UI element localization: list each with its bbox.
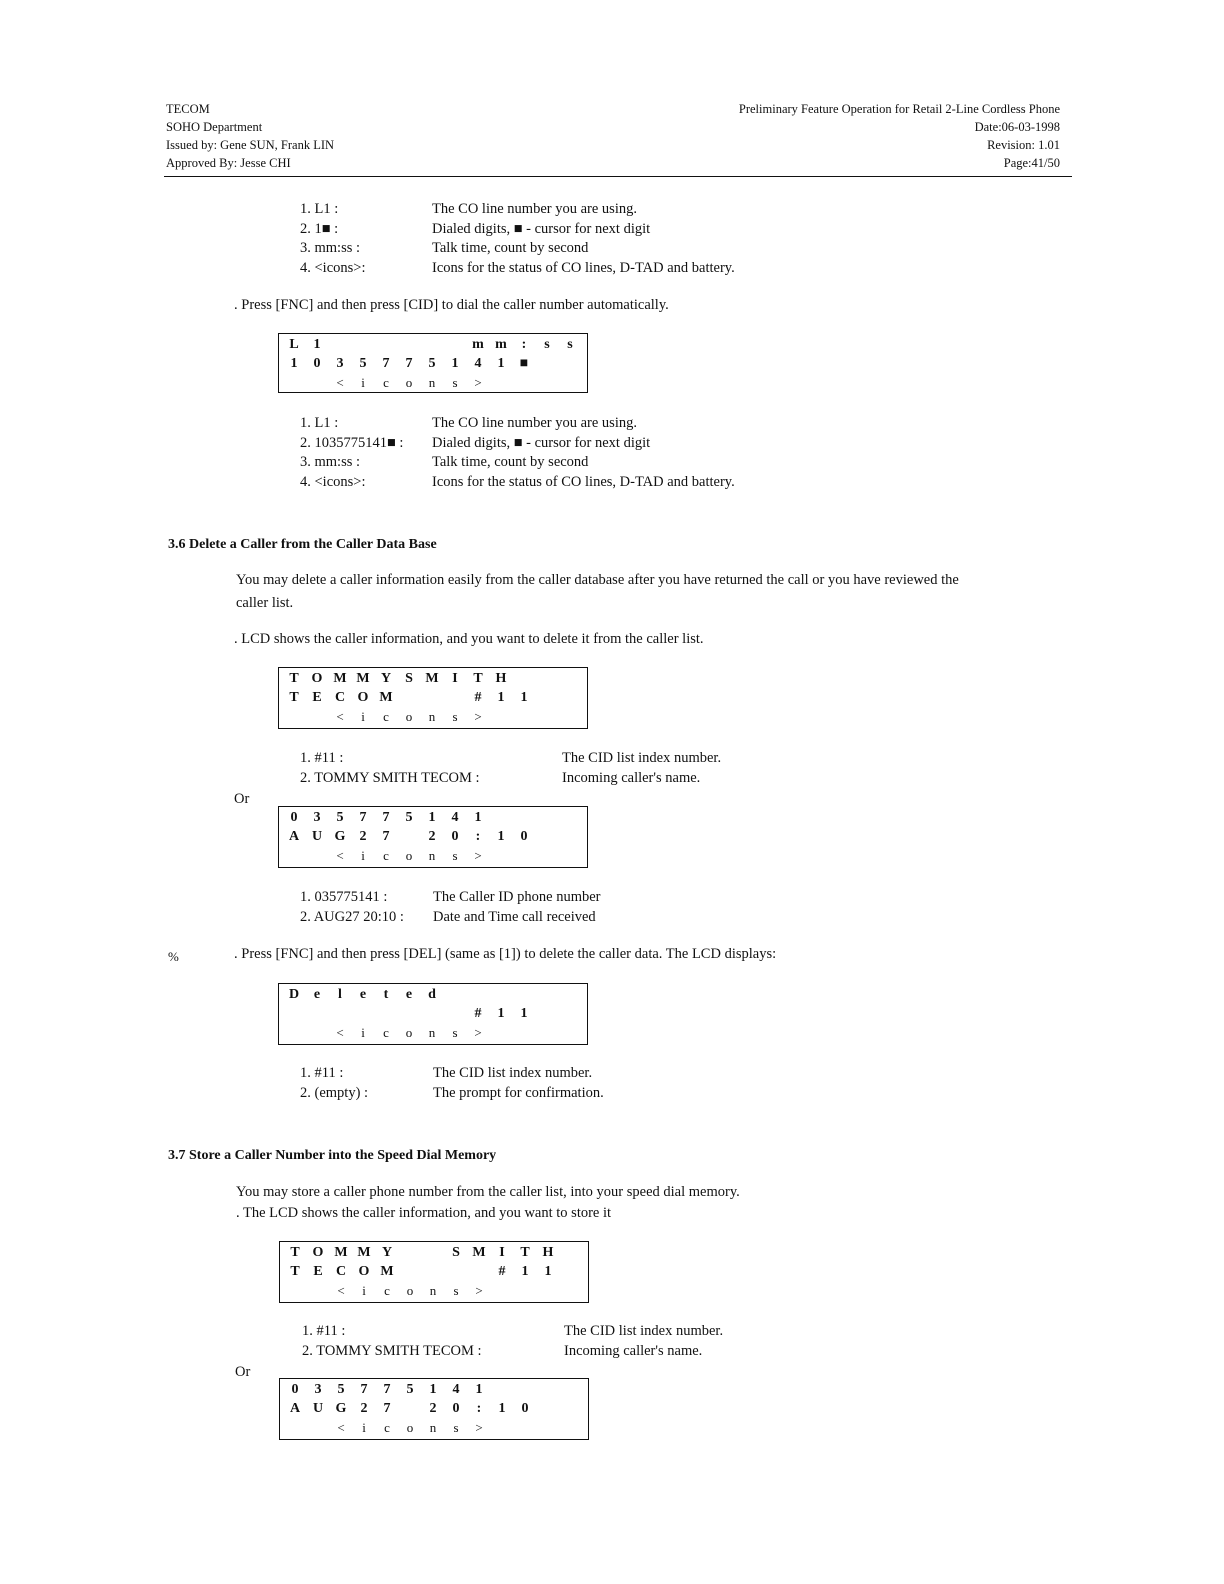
lcd-char: 1: [475, 1382, 483, 1397]
lcd-char: T: [289, 690, 299, 705]
lcd-char: #: [474, 1006, 482, 1021]
lcd-char: M: [472, 1245, 486, 1260]
definition-row: [300, 414, 735, 434]
approved-by: Approved By: Jesse CHI: [166, 156, 291, 170]
lcd-char: 4: [474, 356, 482, 371]
lcd-char: 1: [474, 810, 482, 825]
definition-list-5: [300, 1064, 604, 1103]
section-3-7-heading: 3.7 Store a Caller Number into the Speed Dial Memory: [168, 1148, 497, 1163]
lcd-char: 2: [359, 829, 367, 844]
definition-row: [300, 473, 735, 493]
lcd-char: 1: [290, 356, 298, 371]
lcd-char: M: [333, 671, 347, 686]
definition-term: 1. #11 :: [300, 750, 344, 766]
definition-row: [300, 220, 735, 240]
definition-list-3: [300, 749, 721, 788]
lcd-char: 1: [520, 1006, 528, 1021]
definition-term: 2. 1035775141■ :: [300, 434, 404, 451]
step-dial-caller: . Press [FNC] and then press [CID] to dial the caller number automatically.: [234, 297, 669, 313]
lcd-char: 0: [313, 356, 321, 371]
definition-desc: Icons for the status of CO lines, D-TAD and battery.: [432, 259, 735, 276]
definition-row: [300, 888, 601, 908]
definition-term: 1. L1 :: [300, 201, 339, 217]
lcd-char: 0: [290, 810, 298, 825]
lcd-char: 1: [497, 356, 505, 371]
lcd-char: s: [452, 848, 458, 863]
lcd-display-dialing: [278, 333, 588, 393]
lcd-char: e: [405, 987, 413, 1002]
lcd-char: 3: [313, 810, 321, 825]
lcd-char: 1: [521, 1264, 529, 1279]
document-revision: Revision: 1.01: [987, 138, 1060, 152]
lcd-char: Y: [381, 1245, 393, 1260]
lcd-char: #: [474, 690, 482, 705]
lcd-char: 7: [360, 1382, 368, 1397]
lcd-char: T: [473, 671, 483, 686]
lcd-char: 5: [359, 356, 367, 371]
definition-term: 2. (empty) :: [300, 1084, 369, 1101]
lcd-char: 2: [428, 829, 436, 844]
definition-row: [302, 1342, 723, 1362]
lcd-char: >: [474, 848, 482, 863]
lcd-char: M: [380, 1264, 394, 1279]
section-3-6-heading: 3.6 Delete a Caller from the Caller Data Base: [168, 537, 437, 552]
lcd-char: 7: [382, 829, 390, 844]
department: SOHO Department: [166, 120, 263, 134]
lcd-char: 7: [383, 1401, 391, 1416]
lcd-char: m: [495, 337, 507, 352]
definition-row: [300, 749, 721, 769]
lcd-char: s: [452, 1025, 458, 1040]
lcd-char: c: [383, 375, 389, 390]
lcd-char: 7: [383, 1382, 391, 1397]
company-name: TECOM: [166, 102, 210, 116]
lcd-char: O: [358, 1264, 370, 1279]
section-3-6-step2: . Press [FNC] and then press [DEL] (same as [1]) to delete the caller data. The LCD displays:: [234, 946, 777, 962]
definition-row: [300, 453, 735, 473]
lcd-char: t: [383, 987, 389, 1002]
lcd-char: i: [362, 1283, 366, 1298]
lcd-char: <: [337, 1420, 345, 1435]
definition-desc: The CID list index number.: [433, 1065, 593, 1081]
document-header-left: [166, 100, 334, 172]
lcd-char: >: [475, 1420, 483, 1435]
lcd-char: 5: [406, 1382, 414, 1397]
lcd-display-caller-number: [278, 806, 588, 868]
lcd-char: E: [312, 690, 322, 705]
definition-row: [300, 239, 735, 259]
lcd-char: <: [336, 709, 344, 724]
lcd-char: #: [498, 1264, 506, 1279]
lcd-char: C: [335, 1264, 347, 1279]
definition-list-1: [300, 200, 735, 278]
lcd-char: ■: [519, 356, 529, 371]
definition-desc: The CID list index number.: [562, 750, 722, 766]
lcd-char: 0: [451, 829, 459, 844]
lcd-char: M: [379, 690, 393, 705]
lcd-char: 5: [405, 810, 413, 825]
definition-desc: The CID list index number.: [564, 1323, 724, 1339]
lcd-char: 1: [497, 829, 505, 844]
definition-desc: Talk time, count by second: [432, 240, 589, 256]
definition-desc: Dialed digits, ■ - cursor for next digit: [432, 220, 651, 237]
lcd-char: O: [312, 1245, 324, 1260]
definition-term: 3. mm:ss :: [300, 454, 361, 470]
lcd-char: >: [474, 375, 482, 390]
lcd-char: n: [428, 709, 436, 724]
lcd-char: c: [384, 1420, 390, 1435]
lcd-display-caller-name: [278, 667, 588, 729]
lcd-char: Y: [380, 671, 392, 686]
definition-row: [300, 434, 735, 454]
lcd-char: n: [429, 1283, 437, 1298]
document-title: Preliminary Feature Operation for Retail 2-Line Cordless Phone: [738, 102, 1060, 116]
lcd-char: n: [429, 1420, 437, 1435]
lcd-char: 4: [451, 810, 459, 825]
lcd-char: M: [425, 671, 439, 686]
lcd-char: G: [335, 1401, 347, 1416]
lcd-char: :: [521, 337, 527, 352]
lcd-display-caller-name-2: [279, 1241, 589, 1303]
lcd-char: <: [336, 375, 344, 390]
lcd-char: 1: [428, 810, 436, 825]
section-3-6-intro: You may delete a caller information easily from the caller database after you have returned the call or you have reviewed the: [236, 572, 959, 588]
definition-desc: The Caller ID phone number: [433, 889, 601, 905]
lcd-char: I: [452, 671, 458, 686]
lcd-char: 7: [359, 810, 367, 825]
lcd-char: 7: [405, 356, 413, 371]
lcd-char: 1: [497, 690, 505, 705]
definition-desc: The CO line number you are using.: [432, 415, 637, 431]
lcd-char: 1: [544, 1264, 552, 1279]
header-rule: [164, 176, 1072, 177]
lcd-char: 7: [382, 810, 390, 825]
lcd-char: D: [288, 987, 300, 1002]
lcd-char: A: [288, 829, 300, 844]
lcd-char: i: [361, 848, 365, 863]
lcd-char: i: [361, 1025, 365, 1040]
section-3-6-intro-cont: caller list.: [236, 595, 294, 611]
lcd-char: 2: [360, 1401, 368, 1416]
definition-term: 4. <icons>:: [300, 259, 366, 276]
document-header-right: [739, 100, 1060, 172]
lcd-char: n: [428, 1025, 436, 1040]
lcd-char: 0: [521, 1401, 529, 1416]
lcd-char: c: [383, 1025, 389, 1040]
or-label: Or: [235, 1364, 251, 1380]
lcd-char: T: [289, 671, 299, 686]
lcd-char: o: [405, 709, 413, 724]
lcd-display-caller-number-2: [279, 1378, 589, 1440]
lcd-char: s: [544, 337, 550, 352]
page-number: Page:41/50: [1003, 156, 1060, 170]
lcd-char: i: [361, 709, 365, 724]
lcd-char: <: [336, 1025, 344, 1040]
lcd-char: s: [453, 1420, 459, 1435]
margin-mark: %: [168, 949, 179, 964]
or-label: Or: [234, 791, 250, 807]
definition-row: [300, 1084, 604, 1104]
definition-row: [300, 769, 721, 789]
definition-desc: Incoming caller's name.: [562, 769, 701, 786]
definition-row: [300, 908, 601, 928]
section-3-7-step1: . The LCD shows the caller information, and you want to store it: [236, 1205, 612, 1221]
definition-desc: Incoming caller's name.: [564, 1342, 703, 1359]
definition-row: [302, 1322, 723, 1342]
lcd-char: <: [336, 848, 344, 863]
definition-term: 1. 035775141 :: [300, 889, 388, 905]
definition-term: 2. 1■ :: [300, 220, 339, 237]
lcd-char: m: [472, 337, 484, 352]
lcd-char: 1: [313, 337, 321, 352]
lcd-char: 5: [336, 810, 344, 825]
lcd-char: M: [356, 671, 370, 686]
lcd-char: 1: [498, 1401, 506, 1416]
lcd-char: s: [452, 709, 458, 724]
lcd-char: 4: [452, 1382, 460, 1397]
lcd-char: >: [474, 1025, 482, 1040]
section-3-6-step1: . LCD shows the caller information, and you want to delete it from the caller list.: [234, 631, 704, 647]
definition-term: 1. #11 :: [300, 1065, 344, 1081]
lcd-char: i: [362, 1420, 366, 1435]
definition-desc: Dialed digits, ■ - cursor for next digit: [432, 434, 651, 451]
document-date: Date:06-03-1998: [974, 120, 1060, 134]
lcd-char: :: [475, 829, 481, 844]
lcd-char: e: [313, 987, 321, 1002]
lcd-char: n: [428, 848, 436, 863]
lcd-char: U: [312, 1401, 324, 1416]
definition-term: 2. AUG27 20:10 :: [300, 908, 404, 925]
lcd-char: G: [334, 829, 346, 844]
lcd-char: s: [453, 1283, 459, 1298]
lcd-char: U: [311, 829, 323, 844]
definition-row: [300, 259, 735, 279]
lcd-char: o: [405, 848, 413, 863]
lcd-char: 3: [336, 356, 344, 371]
lcd-char: i: [361, 375, 365, 390]
lcd-char: T: [290, 1264, 300, 1279]
lcd-char: 5: [428, 356, 436, 371]
lcd-char: S: [452, 1245, 460, 1260]
definition-term: 1. #11 :: [302, 1323, 346, 1339]
definition-desc: The CO line number you are using.: [432, 201, 637, 217]
lcd-char: M: [357, 1245, 371, 1260]
definition-term: 3. mm:ss :: [300, 240, 361, 256]
lcd-char: A: [289, 1401, 301, 1416]
lcd-char: o: [405, 1025, 413, 1040]
lcd-char: 2: [429, 1401, 437, 1416]
lcd-char: e: [359, 987, 367, 1002]
lcd-char: H: [542, 1245, 554, 1260]
lcd-char: H: [495, 671, 507, 686]
lcd-char: S: [405, 671, 413, 686]
lcd-char: 1: [451, 356, 459, 371]
definition-list-4: [300, 888, 601, 927]
lcd-char: o: [406, 1420, 414, 1435]
lcd-char: 1: [520, 690, 528, 705]
definition-list-6: [302, 1322, 723, 1361]
lcd-char: o: [406, 1283, 414, 1298]
lcd-char: :: [476, 1401, 482, 1416]
lcd-char: 1: [429, 1382, 437, 1397]
lcd-char: M: [334, 1245, 348, 1260]
lcd-char: >: [475, 1283, 483, 1298]
lcd-char: s: [452, 375, 458, 390]
lcd-char: E: [313, 1264, 323, 1279]
lcd-char: o: [405, 375, 413, 390]
definition-row: [300, 1064, 604, 1084]
lcd-char: s: [567, 337, 573, 352]
lcd-char: T: [290, 1245, 300, 1260]
lcd-char: T: [520, 1245, 530, 1260]
lcd-char: 0: [520, 829, 528, 844]
lcd-char: I: [499, 1245, 505, 1260]
lcd-char: n: [428, 375, 436, 390]
lcd-char: d: [428, 987, 436, 1002]
definition-term: 4. <icons>:: [300, 473, 366, 490]
section-3-7-intro: You may store a caller phone number from the caller list, into your speed dial memory.: [236, 1184, 740, 1200]
lcd-char: 5: [337, 1382, 345, 1397]
lcd-char: c: [383, 848, 389, 863]
definition-desc: Date and Time call received: [433, 908, 596, 925]
lcd-char: L: [289, 337, 299, 352]
lcd-char: O: [357, 690, 369, 705]
lcd-char: O: [311, 671, 323, 686]
definition-term: 2. TOMMY SMITH TECOM :: [302, 1342, 482, 1359]
definition-list-2: [300, 414, 735, 492]
definition-term: 2. TOMMY SMITH TECOM :: [300, 769, 480, 786]
lcd-char: l: [338, 987, 342, 1002]
lcd-char: <: [337, 1283, 345, 1298]
lcd-char: 0: [291, 1382, 299, 1397]
lcd-char: >: [474, 709, 482, 724]
definition-desc: The prompt for confirmation.: [433, 1084, 604, 1101]
lcd-char: c: [384, 1283, 390, 1298]
lcd-char: 3: [314, 1382, 322, 1397]
lcd-display-deleted: [278, 983, 588, 1045]
definition-term: 1. L1 :: [300, 415, 339, 431]
definition-row: [300, 200, 735, 220]
definition-desc: Icons for the status of CO lines, D-TAD and battery.: [432, 473, 735, 490]
lcd-char: 0: [452, 1401, 460, 1416]
lcd-char: C: [334, 690, 346, 705]
lcd-char: 7: [382, 356, 390, 371]
lcd-char: c: [383, 709, 389, 724]
definition-desc: Talk time, count by second: [432, 454, 589, 470]
lcd-char: 1: [497, 1006, 505, 1021]
issued-by: Issued by: Gene SUN, Frank LIN: [166, 138, 335, 152]
